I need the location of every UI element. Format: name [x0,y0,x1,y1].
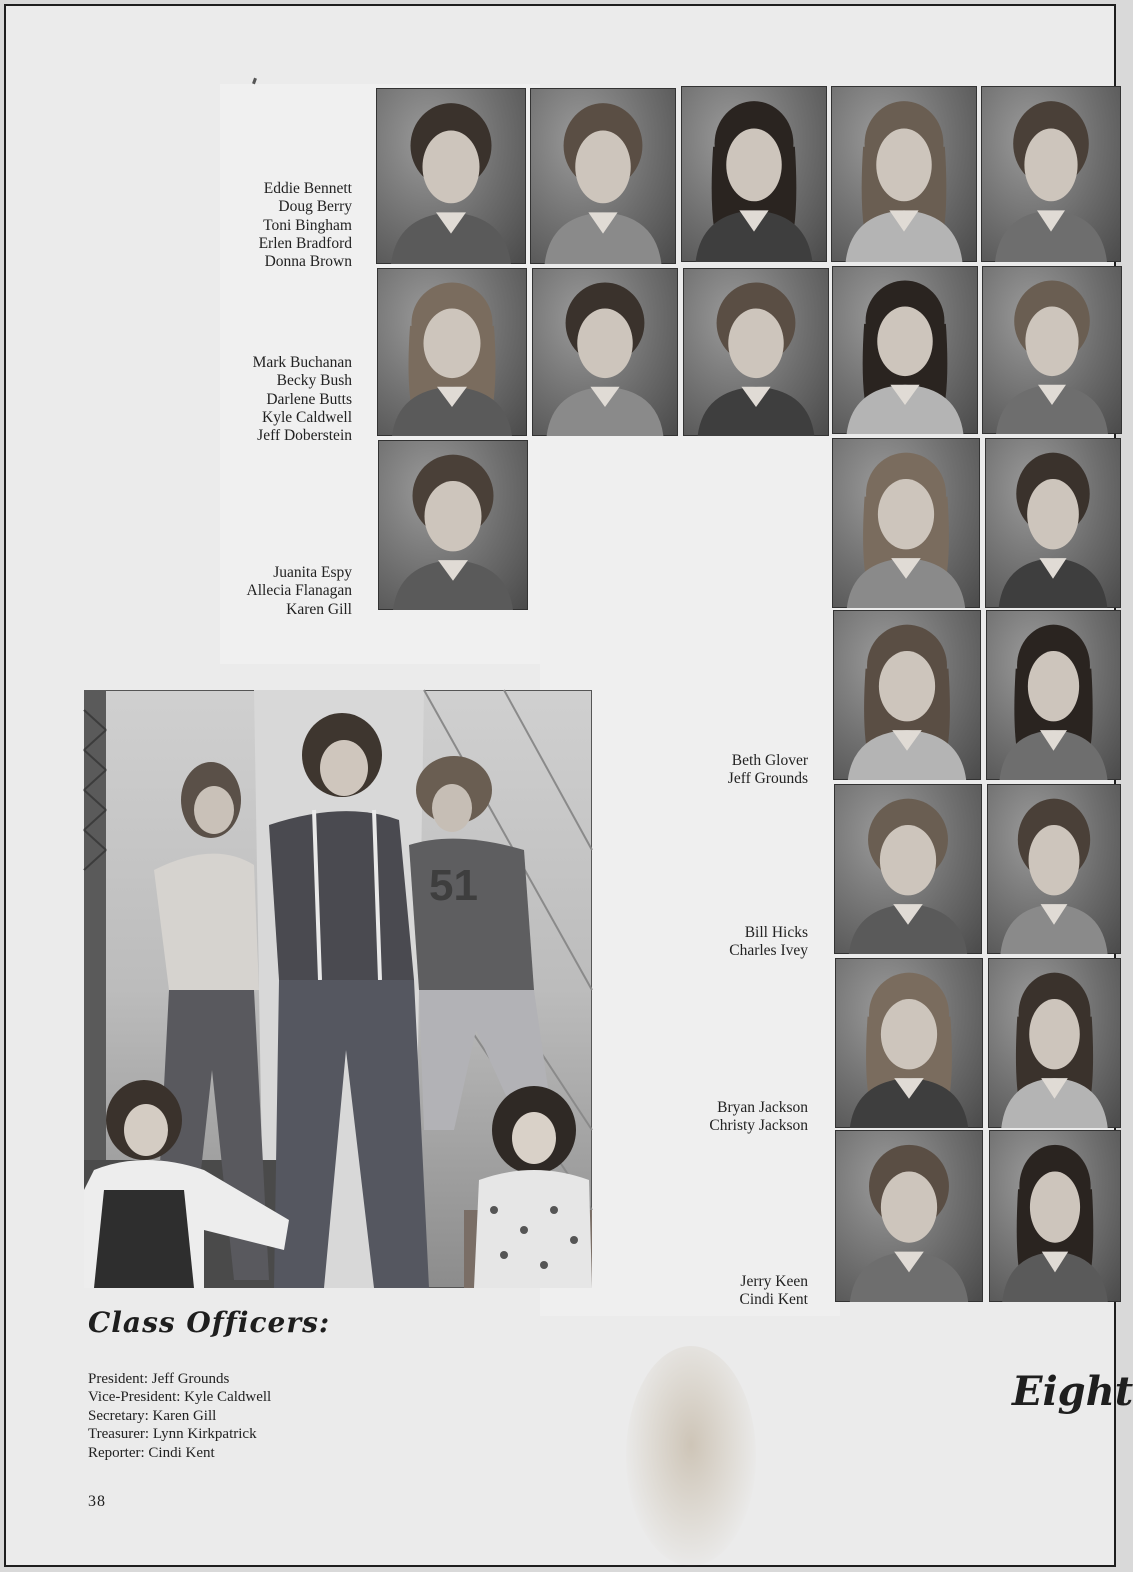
student-portrait [683,268,829,436]
class-officers-title: Class Officers: [88,1306,331,1339]
student-name: Darlene Butts [266,390,352,408]
student-name: Doug Berry [278,198,352,216]
student-portrait [834,784,982,954]
portrait-figure [985,438,1121,608]
student-name: Jeff Doberstein [257,427,352,445]
name-list-row-3 [247,564,352,619]
portrait-figure [378,440,528,610]
name-list-row-5 [729,924,808,961]
student-portrait [376,88,526,264]
name-list-row-7 [740,1273,808,1310]
officer-line: Treasurer: Lynn Kirkpatrick [88,1426,257,1443]
student-portrait [989,1130,1121,1302]
portrait-figure [981,86,1121,262]
name-list-row-1 [259,180,352,271]
section-title: Eight [1012,1368,1133,1415]
portrait-figure [834,784,982,954]
portrait-figure [683,268,829,436]
class-officers-list [88,1370,271,1462]
student-portrait [982,266,1122,434]
portrait-figure [987,784,1121,954]
student-portrait [832,266,978,434]
student-name: Beth Glover [731,752,808,769]
portrait-figure [986,610,1121,780]
student-portrait [377,268,527,436]
student-name: Kyle Caldwell [262,408,352,426]
officer-line: Reporter: Cindi Kent [88,1444,215,1461]
portrait-figure [681,86,827,262]
student-name: Becky Bush [276,372,352,390]
student-portrait [530,88,676,264]
officer-line: Vice-President: Kyle Caldwell [88,1389,272,1406]
portrait-figure [835,1130,983,1302]
portrait-figure [989,1130,1121,1302]
student-name: Christy Jackson [709,1117,808,1135]
student-portrait [835,958,983,1128]
student-portrait [378,440,528,610]
class-officers-photo-illustration [84,690,592,1288]
name-list-row-4 [728,752,808,789]
svg-text:51: 51 [429,861,478,910]
yearbook-page [4,4,1133,1567]
portrait-figure [832,438,980,608]
student-name: Donna Brown [264,253,352,271]
portrait-figure [530,88,676,264]
student-name: Eddie Bennett [263,180,352,197]
paper-stain [626,1346,756,1566]
student-name: Bill Hicks [744,924,808,941]
portrait-figure [835,958,983,1128]
student-name: Jerry Keen [740,1273,808,1290]
student-portrait [987,784,1121,954]
student-portrait [981,86,1121,262]
portrait-figure [377,268,527,436]
student-name: Juanita Espy [273,564,352,581]
portrait-figure [988,958,1121,1128]
portrait-figure [532,268,678,436]
portrait-figure [833,610,981,780]
student-name: Karen Gill [286,600,352,618]
portrait-figure [982,266,1122,434]
student-portrait [835,1130,983,1302]
student-name: Charles Ivey [729,942,808,960]
portrait-figure [376,88,526,264]
officer-line: President: Jeff Grounds [88,1371,230,1387]
student-portrait [832,438,980,608]
student-name: Mark Buchanan [252,354,352,371]
class-officers-photo [84,690,592,1288]
student-name: Cindi Kent [739,1291,808,1309]
student-portrait [681,86,827,262]
student-portrait [985,438,1121,608]
officer-line: Secretary: Karen Gill [88,1407,217,1424]
student-name: Jeff Grounds [727,770,808,788]
student-portrait [988,958,1121,1128]
portrait-figure [831,86,977,262]
student-name: Toni Bingham [263,216,352,234]
portrait-figure [832,266,978,434]
student-portrait [532,268,678,436]
name-list-row-6 [709,1099,808,1136]
student-name: Allecia Flanagan [246,582,352,600]
student-portrait [986,610,1121,780]
page-number: 38 [88,1493,106,1510]
student-portrait [833,610,981,780]
name-list-row-2 [253,354,352,445]
student-portrait [831,86,977,262]
student-name: Bryan Jackson [717,1099,808,1116]
student-name: Erlen Bradford [258,234,352,252]
